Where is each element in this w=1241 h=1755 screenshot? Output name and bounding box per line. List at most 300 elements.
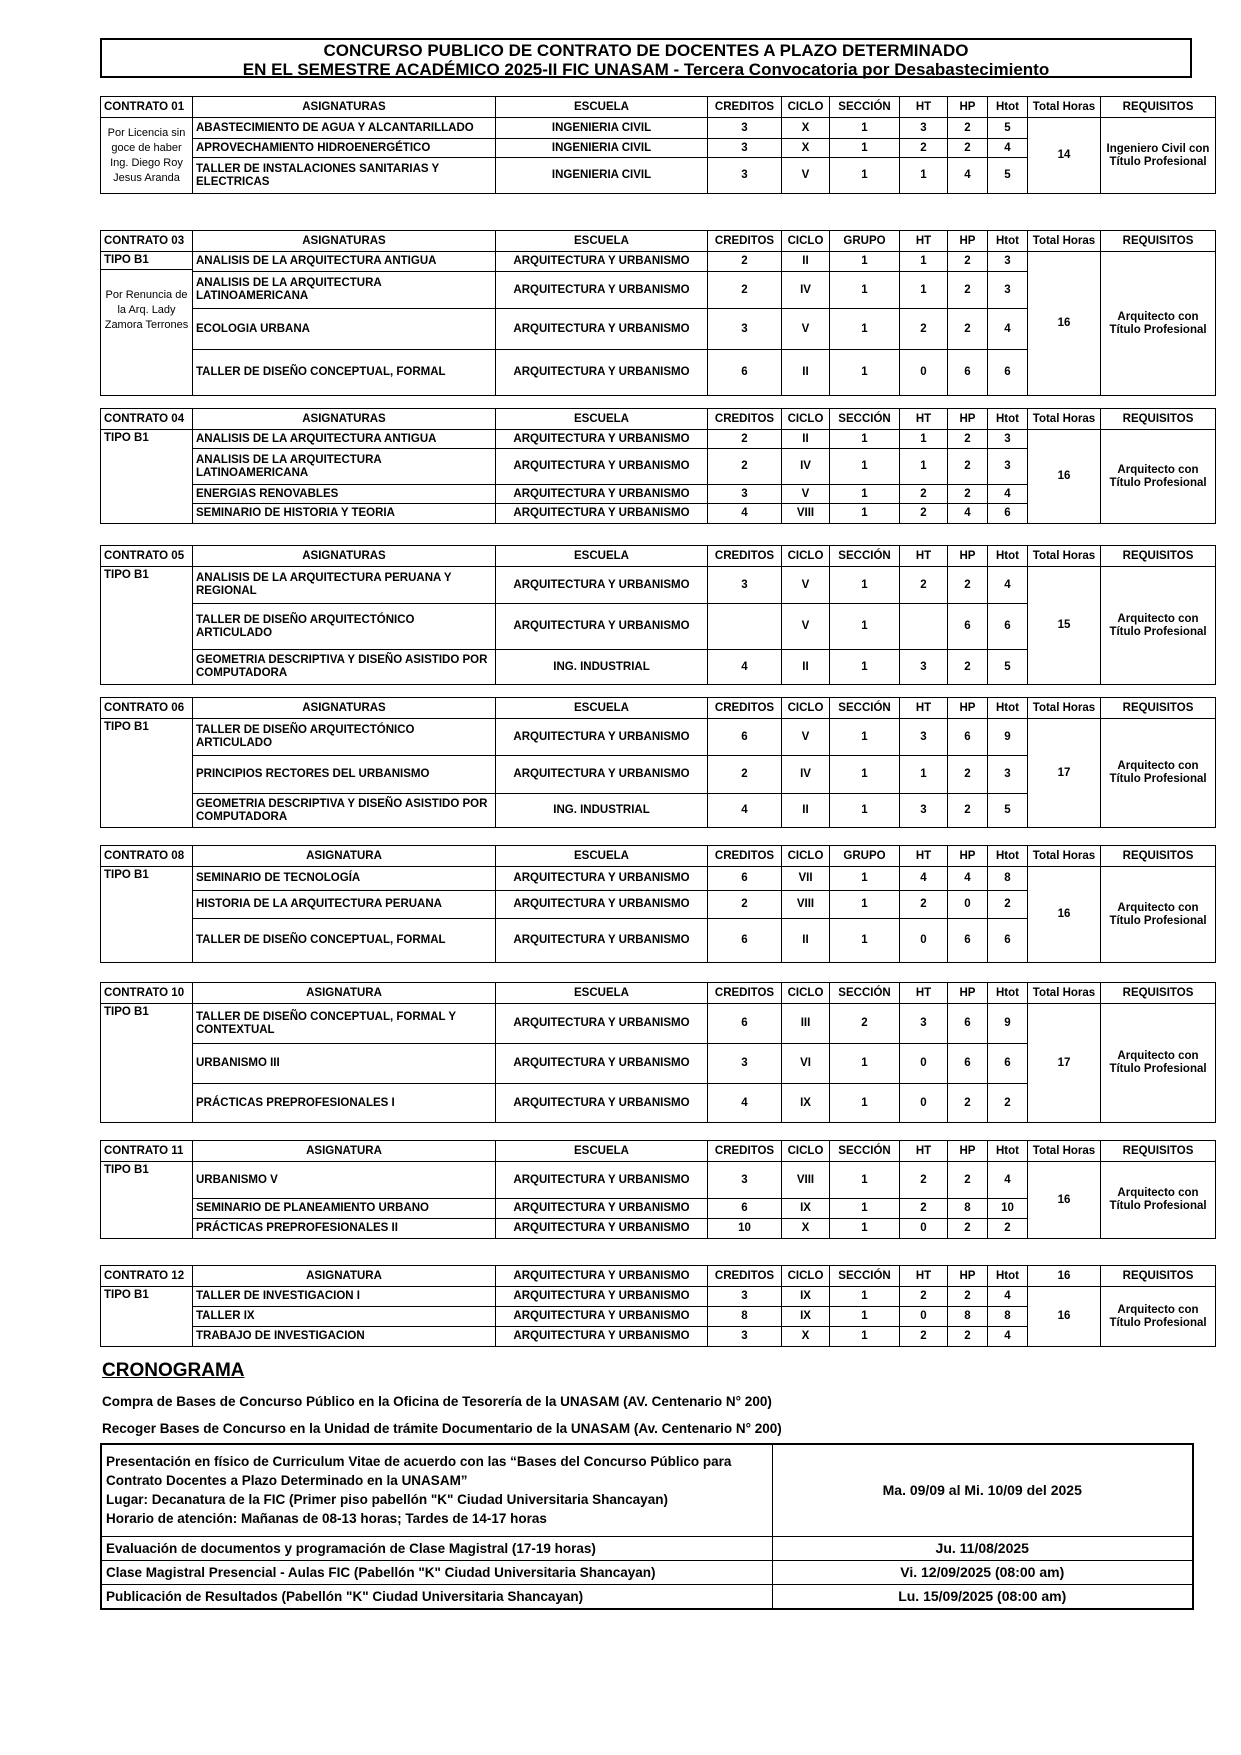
column-header: REQUISITOS <box>1101 698 1216 719</box>
ht: 1 <box>900 449 948 485</box>
ht: 1 <box>900 430 948 449</box>
column-header: CICLO <box>782 409 830 430</box>
ht: 4 <box>900 867 948 891</box>
table-row <box>101 252 1216 272</box>
course-name: TALLER DE INVESTIGACION I <box>193 1287 496 1307</box>
credits: 10 <box>708 1219 782 1239</box>
section: 1 <box>830 485 900 504</box>
column-header: GRUPO <box>830 846 900 867</box>
credits: 3 <box>708 1287 782 1307</box>
credits: 3 <box>708 139 782 158</box>
contract-table <box>100 96 1216 194</box>
ht: 2 <box>900 1327 948 1347</box>
school: ARQUITECTURA Y URBANISMO <box>496 567 708 604</box>
htot: 6 <box>988 604 1028 650</box>
section: 1 <box>830 504 900 524</box>
course-name: SEMINARIO DE HISTORIA Y TEORIA <box>193 504 496 524</box>
course-name: ENERGIAS RENOVABLES <box>193 485 496 504</box>
htot: 10 <box>988 1199 1028 1219</box>
total-hours: 17 <box>1028 719 1101 828</box>
course-name: ANALISIS DE LA ARQUITECTURA LATINOAMERICANA <box>193 449 496 485</box>
column-header: HT <box>900 546 948 567</box>
course-name: APROVECHAMIENTO HIDROENERGÉTICO <box>193 139 496 158</box>
hp: 2 <box>948 309 988 350</box>
column-header: SECCIÓN <box>830 983 900 1004</box>
contract-number: CONTRATO 04 <box>101 409 193 430</box>
cycle: III <box>782 1004 830 1044</box>
cycle: IV <box>782 272 830 309</box>
contract-type-cell <box>101 867 193 963</box>
schedule-activity-line: Contrato Docentes a Plazo Determinado en la UNASAM” <box>106 1473 468 1489</box>
table-row <box>101 118 1216 139</box>
cronograma-title: CRONOGRAMA <box>102 1360 245 1381</box>
credits: 6 <box>708 1199 782 1219</box>
column-header: Total Horas <box>1028 846 1101 867</box>
htot: 3 <box>988 756 1028 794</box>
course-name: TALLER DE DISEÑO CONCEPTUAL, FORMAL <box>193 350 496 396</box>
school: ARQUITECTURA Y URBANISMO <box>496 449 708 485</box>
contract-number: CONTRATO 08 <box>101 846 193 867</box>
column-header: SECCIÓN <box>830 698 900 719</box>
title-line-1: CONCURSO PUBLICO DE CONTRATO DE DOCENTES A PLAZO DETERMINADO <box>323 41 969 60</box>
column-header: ESCUELA <box>496 983 708 1004</box>
column-header: REQUISITOS <box>1101 1266 1216 1287</box>
column-header: CREDITOS <box>708 409 782 430</box>
column-header: HT <box>900 231 948 252</box>
contract-type-cell <box>101 1004 193 1123</box>
hp: 4 <box>948 504 988 524</box>
column-header: Total Horas <box>1028 698 1101 719</box>
cycle: IX <box>782 1199 830 1219</box>
table-row <box>101 1004 1216 1044</box>
ht: 3 <box>900 118 948 139</box>
school: ARQUITECTURA Y URBANISMO <box>496 485 708 504</box>
course-name: PRINCIPIOS RECTORES DEL URBANISMO <box>193 756 496 794</box>
course-name: HISTORIA DE LA ARQUITECTURA PERUANA <box>193 891 496 919</box>
contract-type-cell <box>101 1162 193 1239</box>
section: 1 <box>830 567 900 604</box>
column-header: ESCUELA <box>496 97 708 118</box>
school: ARQUITECTURA Y URBANISMO <box>496 604 708 650</box>
ht: 0 <box>900 919 948 963</box>
course-name: TALLER DE DISEÑO CONCEPTUAL, FORMAL Y CONTEXTUAL <box>193 1004 496 1044</box>
contract-note: Por Licencia sin goce de haber Ing. Diego Roy Jesus Aranda <box>107 127 186 184</box>
credits <box>708 604 782 650</box>
contract-type: TIPO B1 <box>101 252 192 270</box>
column-header: HP <box>948 846 988 867</box>
section: 1 <box>830 1307 900 1327</box>
column-header: HT <box>900 846 948 867</box>
column-header: CICLO <box>782 846 830 867</box>
credits: 6 <box>708 919 782 963</box>
credits: 3 <box>708 309 782 350</box>
contract-table <box>100 408 1216 524</box>
schedule-activity-line: Presentación en físico de Curriculum Vitae de acuerdo con las “Bases del Concurso Público para <box>106 1454 732 1470</box>
credits: 4 <box>708 794 782 828</box>
hp: 2 <box>948 1162 988 1199</box>
school: ARQUITECTURA Y URBANISMO <box>496 504 708 524</box>
column-header: ASIGNATURAS <box>193 231 496 252</box>
ht: 3 <box>900 719 948 756</box>
column-header: CICLO <box>782 231 830 252</box>
column-header: ASIGNATURAS <box>193 546 496 567</box>
cycle: V <box>782 485 830 504</box>
hp: 6 <box>948 350 988 396</box>
credits: 2 <box>708 449 782 485</box>
section: 1 <box>830 650 900 685</box>
table-row <box>101 567 1216 604</box>
credits: 3 <box>708 567 782 604</box>
total-hours: 15 <box>1028 567 1101 685</box>
course-name: TALLER DE DISEÑO ARQUITECTÓNICO ARTICULADO <box>193 719 496 756</box>
hp: 2 <box>948 1084 988 1123</box>
contract-header-row <box>101 698 1216 719</box>
cycle: II <box>782 430 830 449</box>
course-name: ANALISIS DE LA ARQUITECTURA ANTIGUA <box>193 430 496 449</box>
section: 1 <box>830 252 900 272</box>
column-header: ESCUELA <box>496 231 708 252</box>
contract-table <box>100 1265 1216 1347</box>
credits: 6 <box>708 719 782 756</box>
column-header: CREDITOS <box>708 231 782 252</box>
column-header: HT <box>900 1141 948 1162</box>
hp: 2 <box>948 430 988 449</box>
cycle: VI <box>782 1044 830 1084</box>
cycle: X <box>782 1219 830 1239</box>
column-header: HP <box>948 698 988 719</box>
column-header: Total Horas <box>1028 97 1101 118</box>
column-header: CICLO <box>782 1266 830 1287</box>
table-row <box>101 430 1216 449</box>
section: 1 <box>830 867 900 891</box>
schedule-activity-line: Evaluación de documentos y programación de Clase Magistral (17-19 horas) <box>106 1540 596 1556</box>
column-header: ASIGNATURA <box>193 1266 496 1287</box>
htot: 2 <box>988 891 1028 919</box>
school: ARQUITECTURA Y URBANISMO <box>496 1219 708 1239</box>
section: 2 <box>830 1004 900 1044</box>
schedule-activity-line: Horario de atención: Mañanas de 08-13 horas; Tardes de 14-17 horas <box>106 1511 547 1527</box>
total-hours: 16 <box>1028 1287 1101 1347</box>
htot: 6 <box>988 1044 1028 1084</box>
ht: 0 <box>900 350 948 396</box>
section: 1 <box>830 118 900 139</box>
school: ARQUITECTURA Y URBANISMO <box>496 350 708 396</box>
htot: 6 <box>988 919 1028 963</box>
schedule-row <box>101 1444 1193 1536</box>
column-header: CREDITOS <box>708 97 782 118</box>
school: INGENIERIA CIVIL <box>496 139 708 158</box>
hp: 4 <box>948 158 988 194</box>
ht: 2 <box>900 567 948 604</box>
contract-number: CONTRATO 10 <box>101 983 193 1004</box>
contract-type: TIPO B1 <box>104 1289 149 1301</box>
course-name: SEMINARIO DE PLANEAMIENTO URBANO <box>193 1199 496 1219</box>
section: 1 <box>830 604 900 650</box>
cycle: II <box>782 919 830 963</box>
course-name: PRÁCTICAS PREPROFESIONALES I <box>193 1084 496 1123</box>
ht: 2 <box>900 1199 948 1219</box>
schedule-activity <box>101 1444 772 1536</box>
cycle: IV <box>782 756 830 794</box>
cycle: V <box>782 158 830 194</box>
cycle: VIII <box>782 891 830 919</box>
htot: 4 <box>988 567 1028 604</box>
htot: 9 <box>988 1004 1028 1044</box>
section: 1 <box>830 1084 900 1123</box>
ht: 2 <box>900 309 948 350</box>
cycle: V <box>782 719 830 756</box>
schedule-activity-line: Publicación de Resultados (Pabellón "K" Ciudad Universitaria Shancayan) <box>106 1588 584 1604</box>
requirement: Arquitecto con Título Profesional <box>1101 567 1216 685</box>
school: ARQUITECTURA Y URBANISMO <box>496 867 708 891</box>
course-name: TRABAJO DE INVESTIGACION <box>193 1327 496 1347</box>
contract-table <box>100 545 1216 685</box>
column-header: ASIGNATURAS <box>193 97 496 118</box>
cycle: V <box>782 604 830 650</box>
column-header: REQUISITOS <box>1101 1141 1216 1162</box>
htot: 4 <box>988 1287 1028 1307</box>
ht: 1 <box>900 272 948 309</box>
cycle: II <box>782 350 830 396</box>
section: 1 <box>830 309 900 350</box>
htot: 4 <box>988 139 1028 158</box>
school: ARQUITECTURA Y URBANISMO <box>496 919 708 963</box>
hp: 2 <box>948 485 988 504</box>
contract-type-cell <box>101 567 193 685</box>
contract-number: CONTRATO 03 <box>101 231 193 252</box>
column-header: Total Horas <box>1028 409 1101 430</box>
ht: 0 <box>900 1307 948 1327</box>
cycle: II <box>782 650 830 685</box>
column-header: HP <box>948 409 988 430</box>
column-header: Htot <box>988 231 1028 252</box>
requirement: Arquitecto con Título Profesional <box>1101 719 1216 828</box>
schedule-activity <box>101 1536 772 1560</box>
contract-type: TIPO B1 <box>104 569 149 581</box>
ht: 3 <box>900 1004 948 1044</box>
ht: 1 <box>900 158 948 194</box>
column-header: CICLO <box>782 546 830 567</box>
column-header: ASIGNATURA <box>193 983 496 1004</box>
contract-note: Por Renuncia de la Arq. Lady Zamora Terrones <box>104 289 189 331</box>
column-header: SECCIÓN <box>830 1266 900 1287</box>
htot: 9 <box>988 719 1028 756</box>
course-name: GEOMETRIA DESCRIPTIVA Y DISEÑO ASISTIDO POR COMPUTADORA <box>193 650 496 685</box>
cycle: II <box>782 252 830 272</box>
column-header: Total Horas <box>1028 231 1101 252</box>
credits: 2 <box>708 430 782 449</box>
column-header: REQUISITOS <box>1101 409 1216 430</box>
column-header: REQUISITOS <box>1101 231 1216 252</box>
column-header: Htot <box>988 846 1028 867</box>
ht: 3 <box>900 794 948 828</box>
school: ING. INDUSTRIAL <box>496 650 708 685</box>
ht: 1 <box>900 756 948 794</box>
credits: 3 <box>708 1327 782 1347</box>
cycle: X <box>782 139 830 158</box>
requirement: Arquitecto con Título Profesional <box>1101 1162 1216 1239</box>
contract-type: TIPO B1 <box>104 1006 149 1018</box>
column-header: SECCIÓN <box>830 97 900 118</box>
contract-type: TIPO B1 <box>104 869 149 881</box>
column-header: Htot <box>988 983 1028 1004</box>
school: ARQUITECTURA Y URBANISMO <box>496 1162 708 1199</box>
column-header: HT <box>900 698 948 719</box>
hp: 2 <box>948 794 988 828</box>
ht: 0 <box>900 1044 948 1084</box>
htot: 4 <box>988 485 1028 504</box>
contract-type: TIPO B1 <box>104 432 149 444</box>
course-name: ABASTECIMIENTO DE AGUA Y ALCANTARILLADO <box>193 118 496 139</box>
ht: 3 <box>900 650 948 685</box>
section: 1 <box>830 350 900 396</box>
column-header: CICLO <box>782 698 830 719</box>
hp: 2 <box>948 1327 988 1347</box>
htot: 5 <box>988 118 1028 139</box>
cycle: X <box>782 1327 830 1347</box>
htot: 3 <box>988 252 1028 272</box>
schedule-table <box>100 1443 1194 1610</box>
contract-number: CONTRATO 05 <box>101 546 193 567</box>
contract-header-row <box>101 546 1216 567</box>
contract-type-cell <box>101 430 193 524</box>
column-header: REQUISITOS <box>1101 97 1216 118</box>
htot: 3 <box>988 272 1028 309</box>
section: 1 <box>830 430 900 449</box>
schedule-date: Ju. 11/08/2025 <box>772 1536 1193 1560</box>
section: 1 <box>830 139 900 158</box>
ht: 2 <box>900 1162 948 1199</box>
htot: 3 <box>988 449 1028 485</box>
section: 1 <box>830 891 900 919</box>
ht: 1 <box>900 252 948 272</box>
total-hours: 16 <box>1028 430 1101 524</box>
course-name: TALLER DE DISEÑO ARQUITECTÓNICO ARTICULADO <box>193 604 496 650</box>
title-line-2: EN EL SEMESTRE ACADÉMICO 2025-II FIC UNASAM - Tercera Convocatoria por Desabastecimiento <box>242 60 1050 79</box>
htot: 2 <box>988 1084 1028 1123</box>
school: ING. INDUSTRIAL <box>496 794 708 828</box>
cronograma-collect-line: Recoger Bases de Concurso en la Unidad de trámite Documentario de la UNASAM (Av. Centenario N° 200) <box>102 1421 782 1436</box>
htot: 2 <box>988 1219 1028 1239</box>
credits: 2 <box>708 252 782 272</box>
contract-type-cell <box>101 1287 193 1347</box>
contract-number: CONTRATO 12 <box>101 1266 193 1287</box>
column-header: HT <box>900 409 948 430</box>
column-header: Htot <box>988 409 1028 430</box>
column-header: HT <box>900 97 948 118</box>
requirement: Arquitecto con Título Profesional <box>1101 867 1216 963</box>
course-name: ANALISIS DE LA ARQUITECTURA ANTIGUA <box>193 252 496 272</box>
column-header: ASIGNATURAS <box>193 698 496 719</box>
column-header: ASIGNATURA <box>193 846 496 867</box>
contract-header-row <box>101 1266 1216 1287</box>
school: ARQUITECTURA Y URBANISMO <box>496 1199 708 1219</box>
hp: 2 <box>948 1287 988 1307</box>
column-header: ESCUELA <box>496 846 708 867</box>
school: ARQUITECTURA Y URBANISMO <box>496 719 708 756</box>
table-row <box>101 867 1216 891</box>
column-header: CREDITOS <box>708 698 782 719</box>
contract-header-row <box>101 1141 1216 1162</box>
credits: 4 <box>708 504 782 524</box>
requirement: Arquitecto con Título Profesional <box>1101 252 1216 396</box>
column-header: CREDITOS <box>708 1141 782 1162</box>
column-header: HP <box>948 1141 988 1162</box>
section: 1 <box>830 449 900 485</box>
course-name: TALLER DE DISEÑO CONCEPTUAL, FORMAL <box>193 919 496 963</box>
credits: 8 <box>708 1307 782 1327</box>
hp: 2 <box>948 756 988 794</box>
section: 1 <box>830 794 900 828</box>
credits: 2 <box>708 756 782 794</box>
column-header: Htot <box>988 1266 1028 1287</box>
contract-table <box>100 982 1216 1123</box>
htot: 4 <box>988 1327 1028 1347</box>
schedule-activity-line: Clase Magistral Presencial - Aulas FIC (Pabellón "K" Ciudad Universitaria Shancayan) <box>106 1564 656 1580</box>
table-row <box>101 1162 1216 1199</box>
htot: 5 <box>988 158 1028 194</box>
requirement: Ingeniero Civil con Título Profesional <box>1101 118 1216 194</box>
school: ARQUITECTURA Y URBANISMO <box>496 1287 708 1307</box>
contract-header-row <box>101 983 1216 1004</box>
hp: 8 <box>948 1307 988 1327</box>
htot: 8 <box>988 1307 1028 1327</box>
hp: 2 <box>948 272 988 309</box>
hp: 2 <box>948 118 988 139</box>
htot: 4 <box>988 309 1028 350</box>
column-header: Htot <box>988 546 1028 567</box>
section: 1 <box>830 1219 900 1239</box>
schedule-date: Lu. 15/09/2025 (08:00 am) <box>772 1584 1193 1609</box>
column-header: HP <box>948 983 988 1004</box>
hp: 6 <box>948 719 988 756</box>
school: ARQUITECTURA Y URBANISMO <box>496 430 708 449</box>
school: ARQUITECTURA Y URBANISMO <box>496 1327 708 1347</box>
contract-type-cell <box>101 252 193 396</box>
total-hours: 16 <box>1028 252 1101 396</box>
column-header: REQUISITOS <box>1101 546 1216 567</box>
column-header: ASIGNATURAS <box>193 409 496 430</box>
ht: 2 <box>900 485 948 504</box>
credits: 3 <box>708 118 782 139</box>
column-header: Total Horas <box>1028 546 1101 567</box>
column-header: HP <box>948 97 988 118</box>
school: ARQUITECTURA Y URBANISMO <box>496 1307 708 1327</box>
cycle: VIII <box>782 504 830 524</box>
contract-type: TIPO B1 <box>104 1164 149 1176</box>
column-header: ARQUITECTURA Y URBANISMO <box>496 1266 708 1287</box>
schedule-activity-line: Lugar: Decanatura de la FIC (Primer piso pabellón "K" Ciudad Universitaria Shancayan) <box>106 1492 668 1508</box>
column-header: SECCIÓN <box>830 1141 900 1162</box>
contract-number: CONTRATO 01 <box>101 97 193 118</box>
schedule-date: Vi. 12/09/2025 (08:00 am) <box>772 1560 1193 1584</box>
cycle: IV <box>782 449 830 485</box>
column-header: ESCUELA <box>496 409 708 430</box>
contract-type-cell <box>101 118 193 194</box>
hp: 6 <box>948 919 988 963</box>
contract-table <box>100 1140 1216 1239</box>
contract-type-cell <box>101 719 193 828</box>
document-title <box>100 38 1192 78</box>
cycle: V <box>782 567 830 604</box>
school: ARQUITECTURA Y URBANISMO <box>496 756 708 794</box>
cycle: VIII <box>782 1162 830 1199</box>
school: ARQUITECTURA Y URBANISMO <box>496 1004 708 1044</box>
credits: 3 <box>708 158 782 194</box>
section: 1 <box>830 1044 900 1084</box>
hp: 0 <box>948 891 988 919</box>
column-header: GRUPO <box>830 231 900 252</box>
